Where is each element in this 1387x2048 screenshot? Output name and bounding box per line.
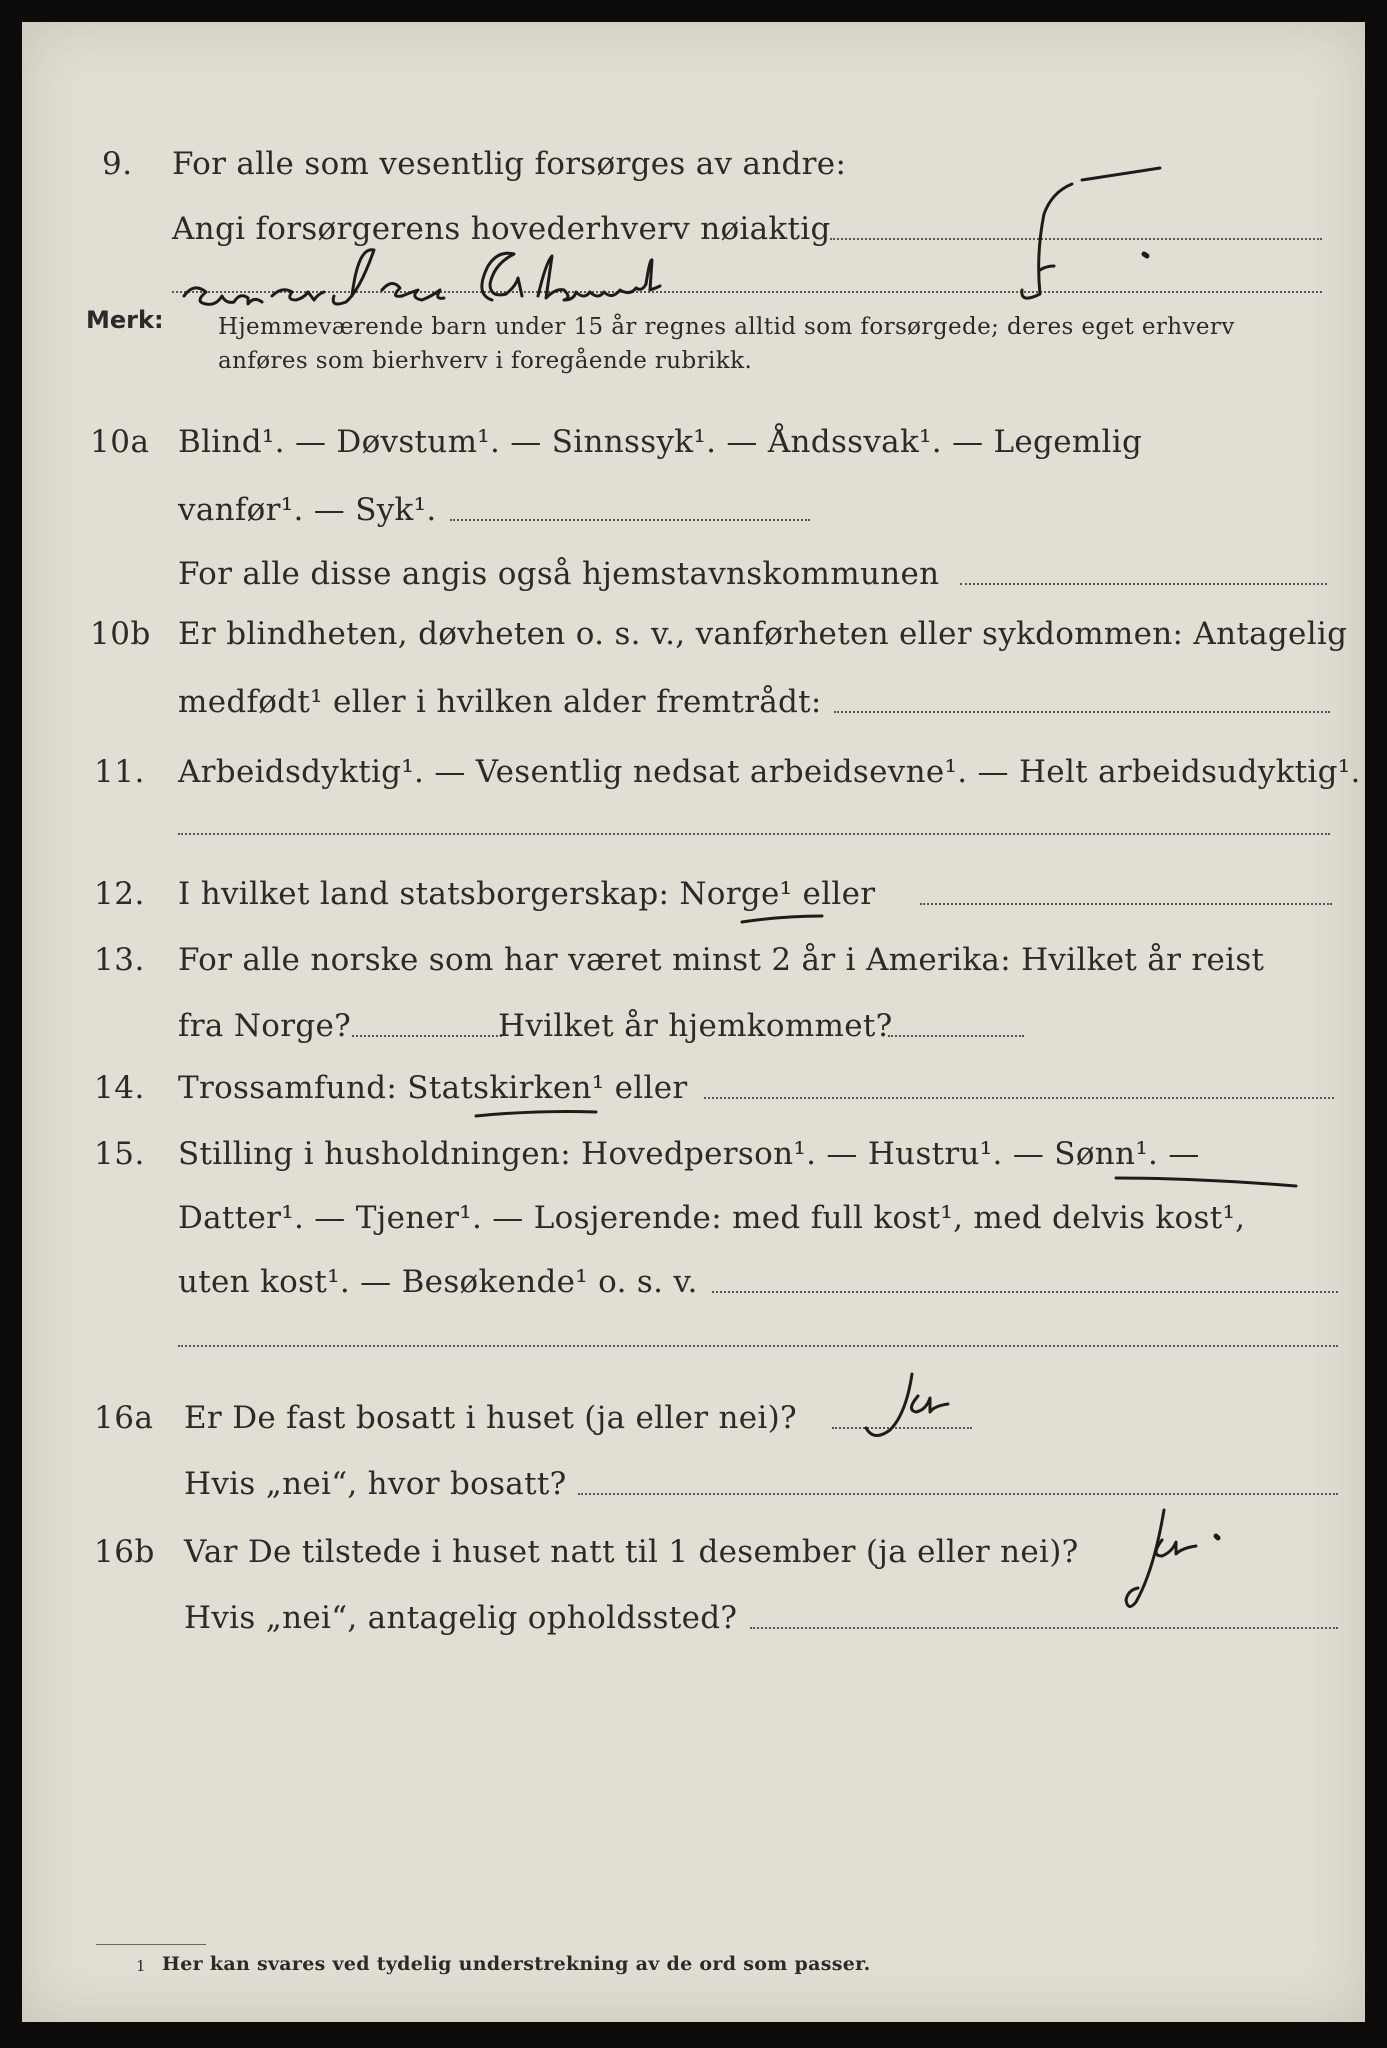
q12-fill-line[interactable]	[920, 903, 1332, 905]
q10b-fill-line[interactable]	[834, 711, 1330, 713]
q16a-handwritten-answer	[822, 1356, 1022, 1456]
q10a-row-2	[22, 478, 1365, 538]
q16b-text-1: Var De tilstede i huset natt til 1 desember (ja eller nei)?	[184, 1534, 1079, 1570]
q10a-row-1	[22, 410, 1365, 470]
q12-number: 12.	[94, 876, 145, 912]
q9-text-1: For alle som vesentlig forsørges av andre:	[172, 146, 847, 182]
q10a-fill-line-2[interactable]	[960, 583, 1327, 585]
q16b-fill-line[interactable]	[750, 1627, 1338, 1629]
q10b-row-2	[22, 670, 1365, 730]
q16a-text-2: Hvis „nei“, hvor bosatt?	[184, 1466, 567, 1502]
q10a-row-3	[22, 542, 1365, 602]
q15-row-2	[22, 1186, 1365, 1246]
q11-fill-line[interactable]	[178, 833, 1330, 835]
q16b-text-2: Hvis „nei“, antagelig opholdssted?	[184, 1600, 738, 1636]
q10b-row-1	[22, 602, 1365, 662]
q11-row-2	[22, 792, 1365, 852]
q15-row-4	[22, 1304, 1365, 1364]
q9-text-2: Angi forsørgerens hovederhverv nøiaktig	[172, 211, 831, 247]
q16a-text-1: Er De fast bosatt i huset (ja eller nei)?	[184, 1400, 797, 1436]
q15-fill-line-2[interactable]	[178, 1345, 1338, 1347]
footnote-mark: 1	[136, 1957, 146, 1975]
q12-row	[22, 862, 1365, 922]
census-form-page	[22, 22, 1365, 2022]
q16b-row-2	[22, 1586, 1365, 1646]
q11-text-1: Arbeidsdyktig¹. — Vesentlig nedsat arbeidsevne¹. — Helt arbeidsudyktig¹.	[178, 754, 1361, 790]
q15-text-3: uten kost¹. — Besøkende¹ o. s. v.	[178, 1264, 698, 1300]
q13-text-2a: fra Norge?	[178, 1008, 352, 1044]
q14-fill-line[interactable]	[704, 1097, 1334, 1099]
q13-fill-line-hjemkommet[interactable]	[888, 1035, 1024, 1037]
q15-text-2: Datter¹. — Tjener¹. — Losjerende: med full kost¹, med delvis kost¹,	[178, 1200, 1246, 1236]
q14-row	[22, 1056, 1365, 1116]
q16a-fill-line[interactable]	[578, 1493, 1338, 1495]
q13-fill-line-reist[interactable]	[352, 1035, 502, 1037]
q16a-row-1	[22, 1386, 1365, 1446]
q16a-number: 16a	[94, 1400, 154, 1436]
q15-fill-line-1[interactable]	[712, 1291, 1338, 1293]
q9-number: 9.	[102, 146, 133, 182]
q9-handwritten-answer	[22, 150, 1365, 310]
q15-row-3	[22, 1250, 1365, 1310]
q10b-number: 10b	[90, 616, 151, 652]
footnote-rule	[96, 1944, 206, 1945]
q11-row-1	[22, 740, 1365, 800]
q10b-text-2: medfødt¹ eller i hvilken alder fremtrådt:	[178, 684, 822, 720]
q10a-text-2: vanfør¹. — Syk¹.	[178, 492, 437, 528]
q14-number: 14.	[94, 1070, 145, 1106]
footnote-text: Her kan svares ved tydelig understrekning av de ord som passer.	[162, 1953, 871, 1975]
q10a-text-3: For alle disse angis også hjemstavnskommunen	[178, 556, 940, 592]
q15-number: 15.	[94, 1136, 145, 1172]
q12-text: I hvilket land statsborgerskap: Norge¹ eller	[178, 876, 876, 912]
q16b-number: 16b	[94, 1534, 155, 1570]
q16b-row-1	[22, 1520, 1365, 1580]
q10a-text-1: Blind¹. — Døvstum¹. — Sinnssyk¹. — Åndssvak¹. — Legemlig	[178, 424, 1143, 460]
q15-text-1: Stilling i husholdningen: Hovedperson¹. — Hustru¹. — Sønn¹. —	[178, 1136, 1200, 1172]
q13-number: 13.	[94, 942, 145, 978]
q13-row-1	[22, 928, 1365, 988]
q13-text-1: For alle norske som har været minst 2 år i Amerika: Hvilket år reist	[178, 942, 1265, 978]
q10a-fill-line-1[interactable]	[450, 519, 810, 521]
q15-row-1	[22, 1122, 1365, 1182]
q14-text: Trossamfund: Statskirken¹ eller	[178, 1070, 688, 1106]
q11-number: 11.	[94, 754, 145, 790]
q9-row-3	[22, 250, 1365, 310]
q10b-text-1: Er blindheten, døvheten o. s. v., vanførheten eller sykdommen: Antagelig	[178, 616, 1348, 652]
q10a-number: 10a	[90, 424, 150, 460]
merk-text-2: anføres som bierhverv i foregående rubrikk.	[218, 348, 753, 374]
q13-text-2b: Hvilket år hjemkommet?	[498, 1008, 893, 1044]
q13-row-2	[22, 994, 1365, 1054]
merk-label: Merk:	[86, 306, 164, 334]
merk-text-1: Hjemmeværende barn under 15 år regnes alltid som forsørgede; deres eget erhverv	[218, 314, 1235, 340]
